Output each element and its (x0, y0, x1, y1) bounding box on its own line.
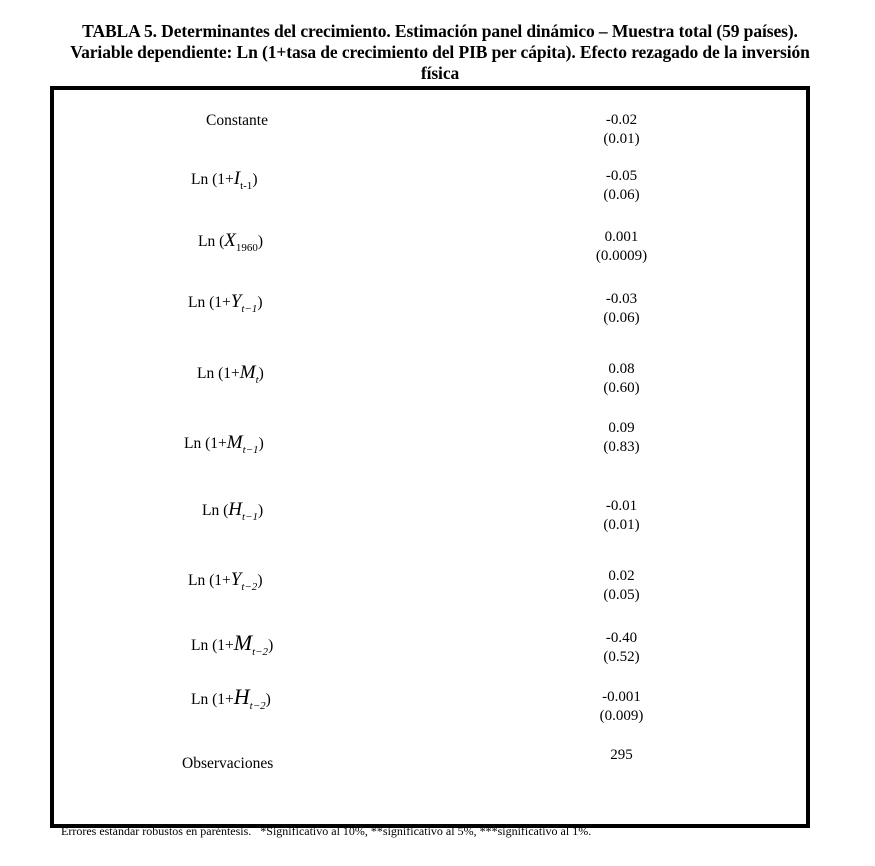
row-label-m-current (197, 364, 264, 389)
variable-subscript: t−1 (242, 444, 259, 456)
coefficient: -0.03 (605, 291, 638, 307)
observations-count: 295 (610, 747, 633, 763)
coefficient: 0.09 (608, 420, 635, 436)
label-suffix: ) (257, 233, 264, 250)
coefficient: -0.05 (605, 168, 638, 184)
label-suffix: ) (257, 502, 264, 519)
standard-error: (0.60) (603, 380, 640, 396)
label-suffix: ) (265, 691, 271, 708)
row-label-m-lag2 (191, 630, 274, 661)
standard-error: (0.52) (603, 649, 640, 665)
standard-error: (0.05) (603, 587, 640, 603)
label-prefix: Ln (1+ (188, 572, 231, 589)
label-prefix: Ln ( (198, 233, 225, 250)
coefficient: -0.02 (605, 112, 638, 128)
row-label-constante (206, 112, 268, 130)
coefficient: 0.001 (604, 229, 639, 245)
row-values-y-lag1 (574, 290, 669, 328)
standard-error: (0.06) (603, 187, 640, 203)
label-text: Observaciones (182, 755, 274, 772)
coefficient: -0.40 (605, 630, 638, 646)
coefficient: 0.02 (608, 568, 635, 584)
row-values-m-lag2 (574, 629, 669, 667)
variable-subscript: t−2 (241, 581, 258, 593)
variable-subscript: t-1 (240, 180, 253, 192)
variable-symbol: Y (230, 291, 242, 312)
table-footnote: Errores estándar robustos en paréntesis. *Significativo al 10%, **significativo al 5%, ***significativo al 1%. (61, 824, 592, 838)
variable-symbol: H (233, 684, 250, 709)
variable-symbol: M (226, 432, 243, 453)
standard-error: (0.06) (603, 310, 640, 326)
table-title: TABLA 5. Determinantes del crecimiento. Estimación panel dinámico – Muestra total (59 países). Variable dependiente: Ln (1+tasa de crecimiento del PIB per cápita). Efecto rezagado de la inversión física (70, 21, 810, 83)
label-prefix: Ln (1+ (191, 171, 234, 188)
label-prefix: Ln (1+ (191, 637, 234, 654)
row-label-y-lag2 (188, 571, 262, 596)
row-values-m-lag1 (574, 419, 669, 457)
row-label-m-lag1 (184, 434, 264, 459)
label-suffix: ) (258, 435, 264, 452)
variable-symbol: X (224, 230, 236, 251)
label-text: Constante (206, 112, 268, 129)
standard-error: (0.01) (603, 517, 640, 533)
label-prefix: Ln (1+ (191, 691, 234, 708)
label-suffix: ) (257, 294, 263, 311)
variable-subscript: 1960 (235, 242, 258, 254)
row-values-investment-lag1 (574, 167, 669, 205)
variable-subscript: t (255, 374, 259, 386)
label-prefix: Ln (1+ (184, 435, 227, 452)
label-suffix: ) (268, 637, 274, 654)
regression-table (50, 86, 810, 828)
coefficient: 0.08 (608, 361, 635, 377)
row-label-observaciones (182, 755, 273, 773)
standard-error: (0.83) (603, 439, 640, 455)
row-values-x1960 (574, 228, 669, 266)
row-values-constante (574, 111, 669, 149)
coefficient: -0.001 (602, 689, 641, 705)
variable-subscript: t−2 (252, 646, 269, 658)
label-suffix: ) (258, 365, 264, 382)
row-label-x1960 (198, 232, 263, 257)
variable-symbol: H (228, 499, 242, 520)
row-values-y-lag2 (574, 567, 669, 605)
variable-symbol: M (239, 362, 256, 383)
row-values-h-lag2 (574, 688, 669, 726)
variable-subscript: t−2 (249, 700, 266, 712)
row-label-investment-lag1 (191, 170, 257, 195)
row-values-h-lag1 (574, 497, 669, 535)
variable-subscript: t−1 (241, 303, 258, 315)
variable-symbol: I (233, 168, 241, 189)
label-suffix: ) (252, 171, 258, 188)
variable-symbol: M (233, 630, 253, 655)
coefficient: -0.01 (605, 498, 638, 514)
row-label-y-lag1 (188, 293, 262, 318)
label-prefix: Ln ( (202, 502, 229, 519)
standard-error: (0.009) (599, 708, 644, 724)
standard-error: (0.0009) (595, 248, 648, 264)
row-values-m-current (574, 360, 669, 398)
variable-symbol: Y (230, 569, 242, 590)
label-prefix: Ln (1+ (188, 294, 231, 311)
label-prefix: Ln (1+ (197, 365, 240, 382)
row-label-h-lag1 (202, 501, 263, 526)
row-values-observaciones (574, 746, 669, 765)
variable-subscript: t−1 (242, 511, 258, 523)
row-label-h-lag2 (191, 684, 271, 715)
standard-error: (0.01) (603, 131, 640, 147)
label-suffix: ) (257, 572, 263, 589)
